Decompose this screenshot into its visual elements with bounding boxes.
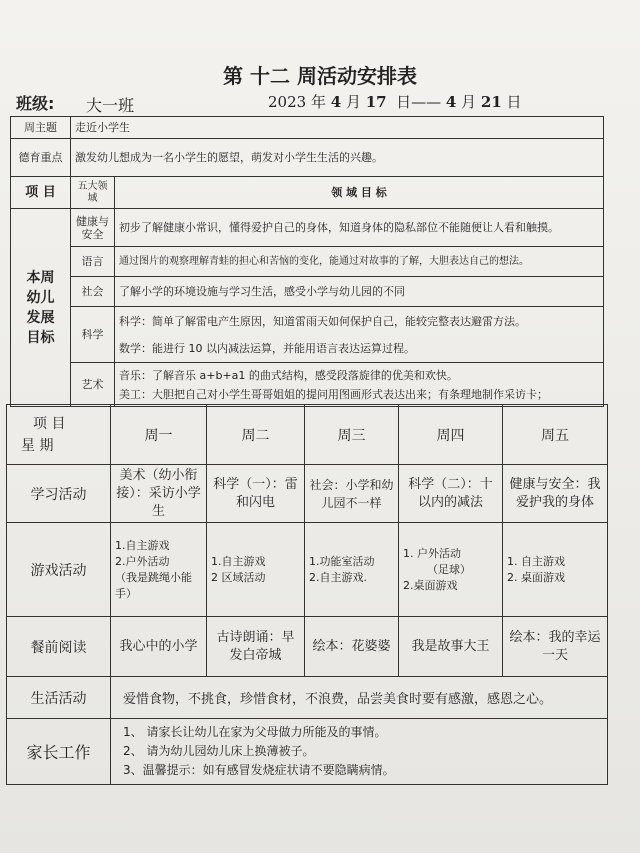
area-row xyxy=(11,277,604,307)
goals-label: 本周幼儿发展目标 xyxy=(11,209,71,407)
game-line: 1.功能室活动 xyxy=(309,554,375,568)
class-label: 班级: xyxy=(16,94,55,113)
moral-row xyxy=(11,139,604,177)
study-activity: 美术（幼小衔接）：采访小学生 xyxy=(111,465,207,523)
day-header-row xyxy=(7,405,608,465)
study-row xyxy=(7,465,608,523)
reading-item: 古诗朗诵：早发白帝城 xyxy=(207,617,305,677)
game-activity xyxy=(207,523,305,617)
date-day-start: 17 xyxy=(365,93,387,111)
game-line: 2.自主游戏. xyxy=(309,570,367,584)
date-month-end: 4 xyxy=(445,93,457,111)
game-line: 2.桌面游戏 xyxy=(403,578,458,592)
page-title: 第 十二 周活动安排表 xyxy=(223,64,417,88)
reading-item: 我是故事大王 xyxy=(399,617,503,677)
area-row xyxy=(11,209,604,247)
reading-row xyxy=(7,617,608,677)
game-activity xyxy=(399,523,503,617)
game-label: 游戏活动 xyxy=(7,523,111,617)
area-goal: 美工：大胆把自己对小学生哥哥姐姐的提问用图画形式表达出来；有条理地制作采访卡； xyxy=(119,387,548,401)
family-note: 1、 请家长让幼儿在家为父母做力所能及的事情。 xyxy=(123,725,387,739)
game-activity xyxy=(111,523,207,617)
study-label: 学习活动 xyxy=(7,465,111,523)
family-note: 2、 请为幼儿园幼儿床上换薄被子。 xyxy=(123,744,315,758)
area-header-row xyxy=(11,177,604,209)
game-activity xyxy=(503,523,608,617)
study-activity: 科学（二）：十以内的减法 xyxy=(399,465,503,523)
area-goal: 音乐：了解音乐 a+b+a1 的曲式结构，感受段落旋律的优美和欢快。 xyxy=(119,368,458,382)
reading-label: 餐前阅读 xyxy=(7,617,111,677)
item-label: 项 目 xyxy=(11,177,71,209)
area-goal: 通过图片的观察理解青蛙的担心和苦恼的变化，能通过对故事的了解，大胆表达自己的想法。 xyxy=(115,247,604,277)
corner-item-label: 项 目 xyxy=(33,415,66,432)
area-goal: 科学：简单了解雷电产生原因，知道雷雨天如何保护自己，能较完整表达避雷方法。 xyxy=(119,314,526,328)
game-line: 1. 户外活动 xyxy=(403,546,461,560)
area-name: 科学 xyxy=(71,307,115,363)
corner-cell xyxy=(7,405,111,465)
date-month-start: 4 xyxy=(330,93,342,111)
goals-table xyxy=(10,116,604,407)
area-goal: 了解小学的环境设施与学习生活，感受小学与幼儿园的不同 xyxy=(115,277,604,307)
study-activity: 社会：小学和幼儿园不一样 xyxy=(305,465,399,523)
class-name: 大一班 xyxy=(86,96,135,115)
area-row xyxy=(11,247,604,277)
life-value: 爱惜食物，不挑食，珍惜食材，不浪费，品尝美食时要有感激，感恩之心。 xyxy=(111,677,608,719)
area-goals xyxy=(115,307,604,363)
game-line: （足球） xyxy=(427,562,471,576)
reading-item: 绘本：我的幸运一天 xyxy=(503,617,608,677)
study-activity: 健康与安全：我爱护我的身体 xyxy=(503,465,608,523)
date-day-end: 21 xyxy=(480,93,502,111)
family-row xyxy=(7,719,608,785)
five-areas-label: 五大领域 xyxy=(71,177,115,209)
game-row xyxy=(7,523,608,617)
day-header: 周二 xyxy=(207,405,305,465)
date-range: 2023 年 4 月 17 日—— 4 月 21 日 xyxy=(268,93,522,111)
day-header: 周一 xyxy=(111,405,207,465)
life-label: 生活活动 xyxy=(7,677,111,719)
area-row xyxy=(11,363,604,407)
family-label: 家长工作 xyxy=(7,719,111,785)
reading-item: 绘本：花婆婆 xyxy=(305,617,399,677)
game-activity xyxy=(305,523,399,617)
area-goal-label: 领 域 目 标 xyxy=(115,177,604,209)
theme-value: 走近小学生 xyxy=(71,117,604,139)
game-line: 1. 自主游戏 xyxy=(507,554,565,568)
game-line: 2.户外活动 xyxy=(115,554,170,568)
theme-row xyxy=(11,117,604,139)
game-line: 2. 桌面游戏 xyxy=(507,570,565,584)
corner-week-label: 星 期 xyxy=(21,437,54,454)
day-header: 周三 xyxy=(305,405,399,465)
game-line: 1.自主游戏 xyxy=(115,538,170,552)
day-header: 周四 xyxy=(399,405,503,465)
area-name: 艺术 xyxy=(71,363,115,407)
day-header: 周五 xyxy=(503,405,608,465)
area-row xyxy=(11,307,604,363)
theme-label: 周主题 xyxy=(11,117,71,139)
area-name: 健康与安全 xyxy=(71,209,115,247)
date-year: 2023 xyxy=(268,93,307,111)
moral-label: 德育重点 xyxy=(11,139,71,177)
area-goal: 数学：能进行 10 以内减法运算，并能用语言表达运算过程。 xyxy=(119,341,415,355)
weekly-schedule-table xyxy=(6,404,608,785)
family-note: 3、温馨提示：如有感冒发烧症状请不要隐瞒病情。 xyxy=(123,763,395,777)
area-name: 语言 xyxy=(71,247,115,277)
moral-value: 激发幼儿想成为一名小学生的愿望，萌发对小学生生活的兴趣。 xyxy=(71,139,604,177)
area-goals xyxy=(115,363,604,407)
area-goal: 初步了解健康小常识，懂得爱护自己的身体，知道身体的隐私部位不能随便让人看和触摸。 xyxy=(115,209,604,247)
game-line: 2 区域活动 xyxy=(211,570,266,584)
reading-item: 我心中的小学 xyxy=(111,617,207,677)
game-line: （我是跳绳小能手） xyxy=(115,570,192,600)
family-notes xyxy=(111,719,608,785)
game-line: 1.自主游戏 xyxy=(211,554,266,568)
study-activity: 科学（一）：雷和闪电 xyxy=(207,465,305,523)
life-row xyxy=(7,677,608,719)
area-name: 社会 xyxy=(71,277,115,307)
